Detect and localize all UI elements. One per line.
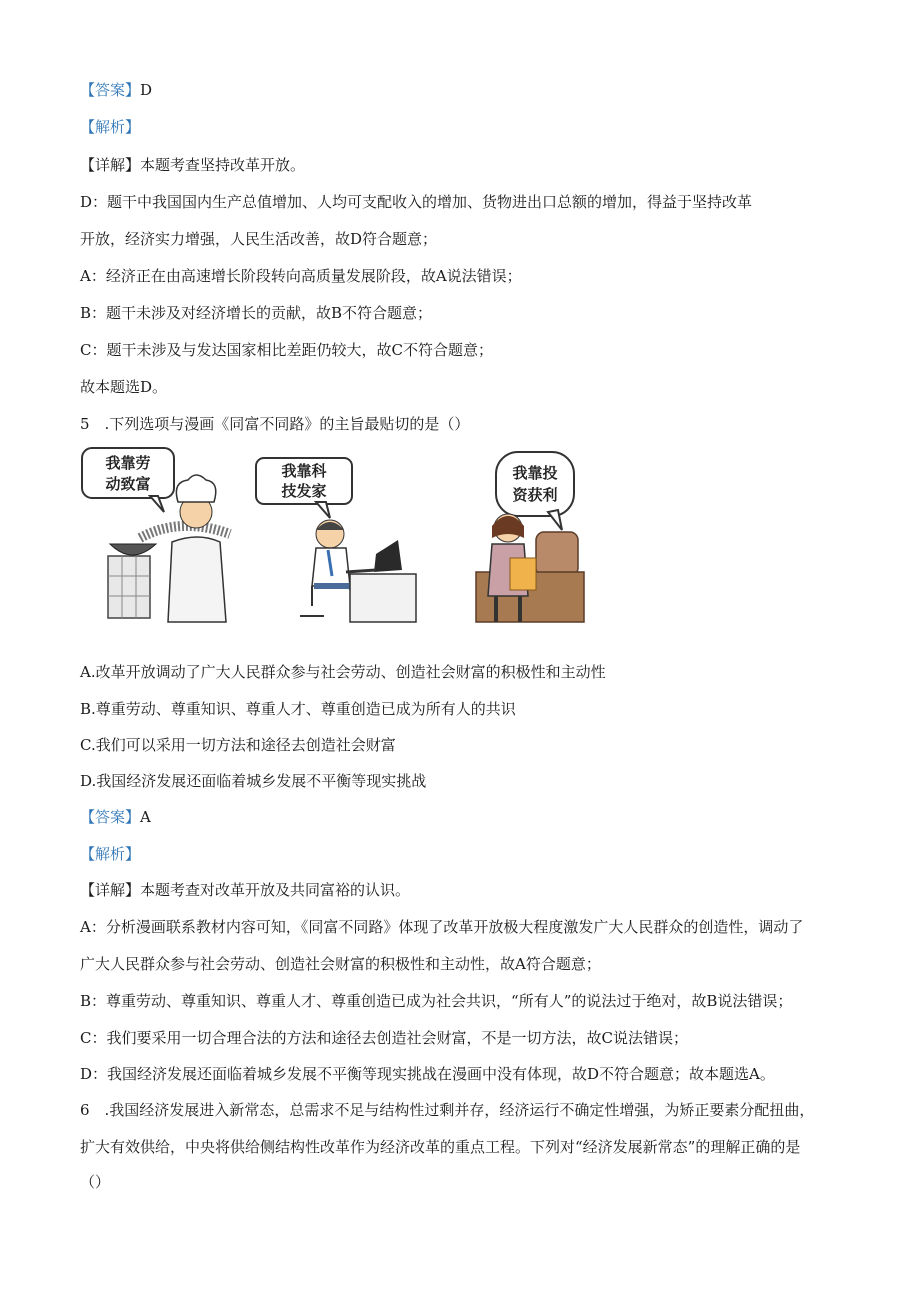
option-b: B.尊重劳动、尊重知识、尊重人才、尊重创造已成为所有人的共识 bbox=[80, 700, 516, 718]
answer-tag: 【答案】 bbox=[80, 81, 141, 99]
option-a: A.改革开放调动了广大人民群众参与社会劳动、创造社会财富的积极性和主动性 bbox=[80, 663, 606, 681]
q5-line: A：分析漫画联系教材内容可知，《同富不同路》体现了改革开放极大程度激发广大人民群众的创造性，调动了 bbox=[80, 918, 804, 936]
bubble-text: 资获利 bbox=[512, 486, 558, 504]
q4-answer bbox=[80, 80, 152, 100]
option-d: D.我国经济发展还面临着城乡发展不平衡等现实挑战 bbox=[80, 772, 427, 790]
q4-line: B：题干未涉及对经济增长的贡献，故B不符合题意； bbox=[80, 304, 433, 322]
q4-analysis-tag: 【解析】 bbox=[80, 118, 141, 136]
office-worker-figure bbox=[256, 458, 416, 622]
q6-line: （） bbox=[80, 1173, 111, 1191]
bubble-text: 我靠劳 bbox=[105, 454, 151, 472]
q4-detail: 【详解】本题考查坚持改革开放。 bbox=[80, 156, 306, 174]
comic-illustration bbox=[80, 446, 600, 628]
bubble-text: 我靠科 bbox=[281, 462, 327, 480]
q5-line: D：我国经济发展还面临着城乡发展不平衡等现实挑战在漫画中没有体现，故D不符合题意；故本题选A。 bbox=[80, 1065, 775, 1083]
q4-line: 开放，经济实力增强，人民生活改善，故D符合题意； bbox=[80, 230, 438, 248]
q4-line: D：题干中我国国内生产总值增加、人均可支配收入的增加、货物进出口总额的增加，得益于坚持改革 bbox=[80, 193, 753, 211]
q4-line: 故本题选D。 bbox=[80, 378, 168, 396]
q4-line: C：题干未涉及与发达国家相比差距仍较大，故C不符合题意； bbox=[80, 341, 493, 359]
q5-answer bbox=[80, 807, 151, 827]
q5-line: B：尊重劳动、尊重知识、尊重人才、尊重创造已成为社会共识，“所有人”的说法过于绝对，故B说法错误； bbox=[80, 992, 793, 1010]
bubble-text: 我靠投 bbox=[512, 464, 558, 482]
answer-tag: 【答案】 bbox=[80, 808, 141, 826]
bubble-text: 动致富 bbox=[105, 475, 151, 493]
q5-detail: 【详解】本题考查对改革开放及共同富裕的认识。 bbox=[80, 881, 411, 899]
answer-value: D bbox=[140, 81, 153, 99]
q5-line: C：我们要采用一切合理合法的方法和途径去创造社会财富，不是一切方法，故C说法错误； bbox=[80, 1029, 688, 1047]
answer-value: A bbox=[140, 808, 151, 826]
q5-question: 5 .下列选项与漫画《同富不同路》的主旨最贴切的是（） bbox=[80, 415, 470, 433]
q5-line: 广大人民群众参与社会劳动、创造社会财富的积极性和主动性，故A符合题意； bbox=[80, 955, 601, 973]
q6-line: 扩大有效供给，中央将供给侧结构性改革作为经济改革的重点工程。下列对“经济发展新常态”的理解正确的是 bbox=[80, 1138, 801, 1156]
q5-analysis-tag: 【解析】 bbox=[80, 845, 141, 863]
q6-line: 6 .我国经济发展进入新常态，总需求不足与结构性过剩并存，经济运行不确定性增强，为矫正要素分配扭曲， bbox=[80, 1101, 815, 1119]
chef-figure bbox=[82, 448, 230, 622]
option-c: C.我们可以采用一切方法和途径去创造社会财富 bbox=[80, 736, 396, 754]
businesswoman-figure bbox=[476, 452, 584, 622]
bubble-text: 技发家 bbox=[281, 482, 327, 500]
q4-line: A：经济正在由高速增长阶段转向高质量发展阶段，故A说法错误； bbox=[80, 267, 522, 285]
